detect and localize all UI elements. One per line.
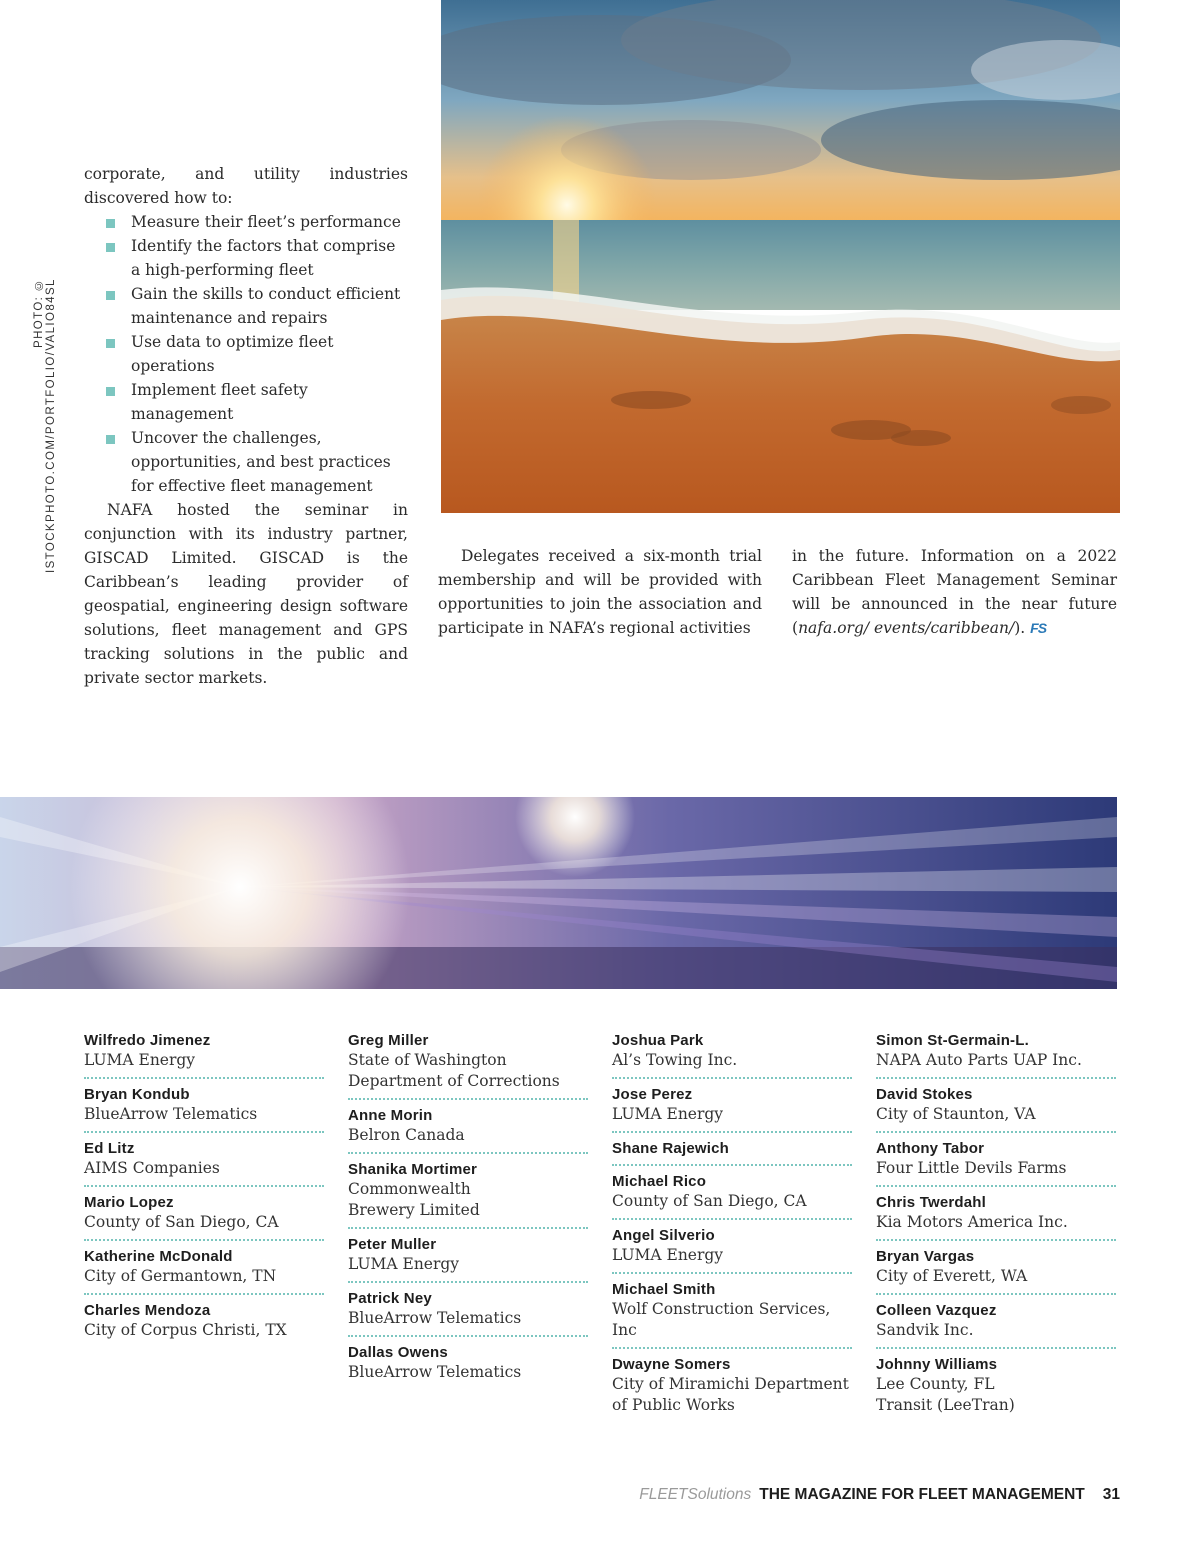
- list-item: Implement fleet safety management: [131, 378, 408, 426]
- beach-sunset-photo: [441, 0, 1120, 513]
- square-bullet-icon: [106, 339, 115, 348]
- list-item: Bryan Vargas City of Everett, WA: [876, 1247, 1116, 1295]
- list-item: Angel Silverio LUMA Energy: [612, 1226, 852, 1274]
- intro-text: corporate, and utility industries discovered how to:: [84, 165, 408, 207]
- list-item: Mario Lopez County of San Diego, CA: [84, 1193, 324, 1241]
- square-bullet-icon: [106, 435, 115, 444]
- list-item: Chris Twerdahl Kia Motors America Inc.: [876, 1193, 1116, 1241]
- nafa-link: nafa.org/ events/caribbean/: [798, 619, 1015, 637]
- list-item: Dallas Owens BlueArrow Telematics: [348, 1344, 522, 1381]
- list-item: Johnny Williams Lee County, FL Transit (LeeTran): [876, 1356, 1015, 1414]
- square-bullet-icon: [106, 387, 115, 396]
- list-item: Michael Smith Wolf Construction Services, Inc: [612, 1280, 852, 1349]
- list-item: Anne Morin Belron Canada: [348, 1106, 588, 1154]
- list-item: Michael Rico County of San Diego, CA: [612, 1172, 852, 1220]
- list-item: Simon St-Germain-L. NAPA Auto Parts UAP Inc.: [876, 1031, 1116, 1079]
- fs-logo-icon: FS: [1030, 620, 1047, 636]
- list-item: Patrick Ney BlueArrow Telematics: [348, 1289, 588, 1337]
- magazine-brand: FLEETSolutions: [639, 1486, 752, 1503]
- list-item: Colleen Vazquez Sandvik Inc.: [876, 1301, 1116, 1349]
- square-bullet-icon: [106, 291, 115, 300]
- list-item: Measure their fleet’s performance: [131, 210, 408, 234]
- list-item: Shanika Mortimer Commonwealth Brewery Limited: [348, 1160, 588, 1229]
- list-item: Charles Mendoza City of Corpus Christi, TX: [84, 1302, 287, 1339]
- list-item: Bryan Kondub BlueArrow Telematics: [84, 1085, 324, 1133]
- bullet-list: [84, 210, 408, 498]
- list-item: Use data to optimize fleet operations: [131, 330, 408, 378]
- article-column-1: [84, 162, 408, 690]
- page-number: 31: [1102, 1486, 1120, 1503]
- list-item: Peter Muller LUMA Energy: [348, 1235, 588, 1283]
- list-item: Katherine McDonald City of Germantown, TN: [84, 1247, 324, 1295]
- list-item: Joshua Park Al’s Towing Inc.: [612, 1031, 852, 1079]
- page-footer: [0, 1486, 1120, 1504]
- square-bullet-icon: [106, 219, 115, 228]
- list-item: Dwayne Somers City of Miramichi Department of Public Works: [612, 1356, 849, 1414]
- square-bullet-icon: [106, 243, 115, 252]
- future-text: in the future. Information on a 2022 Caribbean Fleet Management Seminar will be announced in the near future (: [792, 547, 1117, 637]
- list-item: Wilfredo Jimenez LUMA Energy: [84, 1031, 324, 1079]
- photo-credit: PHOTO: © ISTOCKPHOTO.COM/PORTFOLIO/VALIO84SL: [33, 278, 57, 573]
- magazine-tagline: THE MAGAZINE FOR FLEET MANAGEMENT: [759, 1486, 1085, 1503]
- list-item: Identify the factors that comprise a high-performing fleet: [131, 234, 408, 282]
- list-item: Gain the skills to conduct efficient maintenance and repairs: [131, 282, 408, 330]
- paragraph-delegates: Delegates received a six-month trial membership and will be provided with opportunities to join the association and participate in NAFA’s regional activities: [438, 547, 762, 637]
- members-column-1: [84, 1031, 324, 1353]
- members-column-2: [348, 1031, 588, 1395]
- paragraph-nafa: NAFA hosted the seminar in conjunction with its industry partner, GISCAD Limited. GISCAD is the Caribbean’s leading provider of geospatial, engineering design software solutions, fleet management and GPS tracking solutions in the public and private sector markets.: [84, 501, 408, 687]
- paragraph-future: [792, 544, 1117, 640]
- future-end: ).: [1014, 619, 1026, 637]
- list-item: Ed Litz AIMS Companies: [84, 1139, 324, 1187]
- list-item: Anthony Tabor Four Little Devils Farms: [876, 1139, 1116, 1187]
- members-column-4: [876, 1031, 1116, 1428]
- list-item: David Stokes City of Staunton, VA: [876, 1085, 1116, 1133]
- list-item: Jose Perez LUMA Energy: [612, 1085, 852, 1133]
- speed-light-banner: [0, 797, 1117, 989]
- list-item: Shane Rajewich: [612, 1139, 852, 1166]
- list-item: Greg Miller State of Washington Department of Corrections: [348, 1031, 588, 1100]
- members-column-3: [612, 1031, 852, 1428]
- list-item: Uncover the challenges, opportunities, and best practices for effective fleet management: [131, 426, 408, 498]
